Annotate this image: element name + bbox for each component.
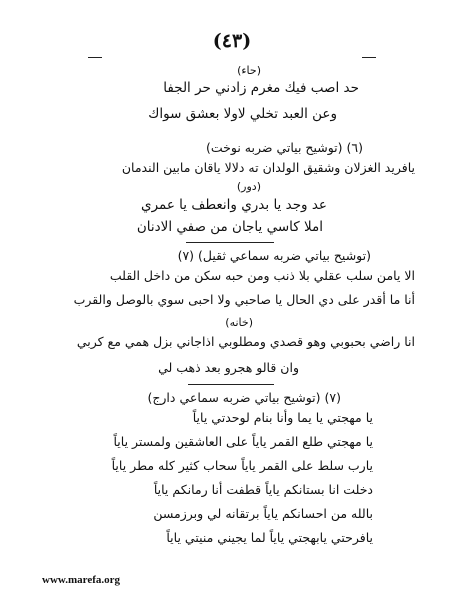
verse-line: حد اصب فيك مغرم زادني حر الجفا	[163, 80, 359, 96]
verse-line: يارب سلط على القمر ياياً سحاب كثير كله مطر ياياً	[111, 458, 373, 473]
section-divider	[188, 384, 274, 385]
verse-line: وعن العبد تخلي لاولا بعشق سواك	[148, 106, 337, 122]
verse-line: يافريد الغزلان وشقيق الولدان ته دلالا ياقان مابين الندمان	[121, 160, 415, 175]
verse-line: دخلت انا بستانكم ياياً قطفت أنا رمانكم ياياً	[153, 482, 373, 497]
verse-line: يافرحتي يابهجتي ياياً لما يجيني منيتي ياياً	[166, 530, 373, 545]
verse-line: أنا ما أقدر على دي الحال يا صاحبي ولا احبى سوي بالوصل والقرب	[73, 292, 415, 307]
header-dash-left	[88, 57, 102, 58]
verse-line: يا مهجتي طلع القمر ياياً على العاشقين ولمستر ياياً	[113, 434, 373, 449]
song-heading: (توشيح بياتي ضربه سماعي ثقيل) (٧)	[177, 248, 371, 263]
section-divider	[186, 242, 274, 243]
song-heading: (٧) (توشيح بياتي ضربه سماعي دارج)	[147, 390, 341, 405]
footer-url: www.marefa.org	[42, 574, 120, 586]
header-dash-right	[362, 57, 376, 58]
verse-line: وان قالو هجرو بعد ذهب لي	[158, 360, 299, 375]
verse-line: بالله من احسانكم ياياً برتقانه لي وبرزمسن	[153, 506, 373, 521]
section-heading-haa: (حاء)	[237, 64, 261, 77]
verse-line: يا مهجتي يا يما وأنا بنام لوحدتي ياياً	[192, 410, 373, 425]
verse-line: املا كاسي ياجان من صفي الادنان	[136, 219, 323, 235]
page-number: (٤٣)	[212, 30, 252, 52]
verse-line: انا راضي بحبوبي وهو قصدي ومطلوبي اذاجاني بزل همي مع كربي	[76, 334, 415, 349]
verse-line: الا يامن سلب عقلي بلا ذنب ومن حبه سكن من داخل القلب	[109, 268, 415, 283]
section-heading-khana: (خانه)	[225, 316, 253, 329]
song-heading: (٦) (توشيح بياتي ضربه نوخت)	[206, 140, 363, 155]
verse-line: عد وجد يا بدري وانعطف يا عمري	[141, 197, 327, 213]
section-heading-dawr: (دور)	[236, 180, 261, 193]
